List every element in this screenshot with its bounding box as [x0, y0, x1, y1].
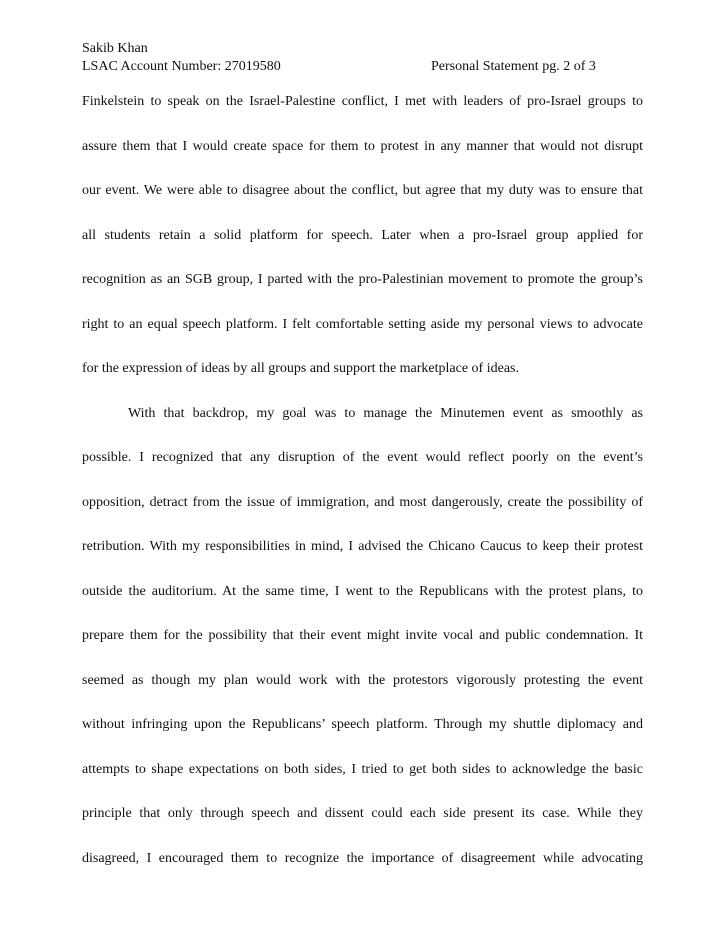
page-label: Personal Statement pg. 2 of 3: [431, 59, 596, 74]
text-line: for the expression of ideas by all groups and support the marketplace of ideas.: [82, 361, 519, 376]
header-name-line: [82, 40, 662, 58]
statement-body: [82, 93, 643, 894]
text-line: all students retain a solid platform for speech. Later when a pro-Israel group applied for: [82, 227, 643, 243]
text-line: disagreed, I encouraged them to recognize the importance of disagreement while advocating: [82, 850, 643, 866]
text-line: attempts to shape expectations on both sides, I tried to get both sides to acknowledge the basic: [82, 761, 643, 777]
text-line: With that backdrop, my goal was to manage the Minutemen event as smoothly as: [128, 405, 643, 421]
text-line: seemed as though my plan would work with the protestors vigorously protesting the event: [82, 672, 643, 688]
text-line: assure them that I would create space for them to protest in any manner that would not disrupt: [82, 138, 643, 154]
text-line: prepare them for the possibility that their event might invite vocal and public condemnation. It: [82, 628, 643, 643]
text-line: our event. We were able to disagree about the conflict, but agree that my duty was to ensure that: [82, 183, 643, 198]
text-line: retribution. With my responsibilities in mind, I advised the Chicano Caucus to keep their protest: [82, 539, 643, 554]
header-account-line: [82, 58, 662, 76]
page-header: [82, 40, 662, 76]
text-line: opposition, detract from the issue of immigration, and most dangerously, create the possibility of: [82, 494, 643, 510]
text-line: recognition as an SGB group, I parted with the pro-Palestinian movement to promote the group’s: [82, 272, 643, 287]
author-name: Sakib Khan: [82, 41, 148, 56]
lsac-account-number: LSAC Account Number: 27019580: [82, 59, 281, 74]
text-line: Finkelstein to speak on the Israel-Palestine conflict, I met with leaders of pro-Israel groups to: [82, 94, 643, 109]
text-line: possible. I recognized that any disruption of the event would reflect poorly on the event’s: [82, 450, 643, 465]
text-line: principle that only through speech and dissent could each side present its case. While they: [82, 806, 643, 821]
text-line: right to an equal speech platform. I felt comfortable setting aside my personal views to advocate: [82, 316, 643, 332]
text-line: without infringing upon the Republicans’ speech platform. Through my shuttle diplomacy and: [82, 717, 643, 732]
text-line: outside the auditorium. At the same time, I went to the Republicans with the protest plans, to: [82, 583, 643, 599]
